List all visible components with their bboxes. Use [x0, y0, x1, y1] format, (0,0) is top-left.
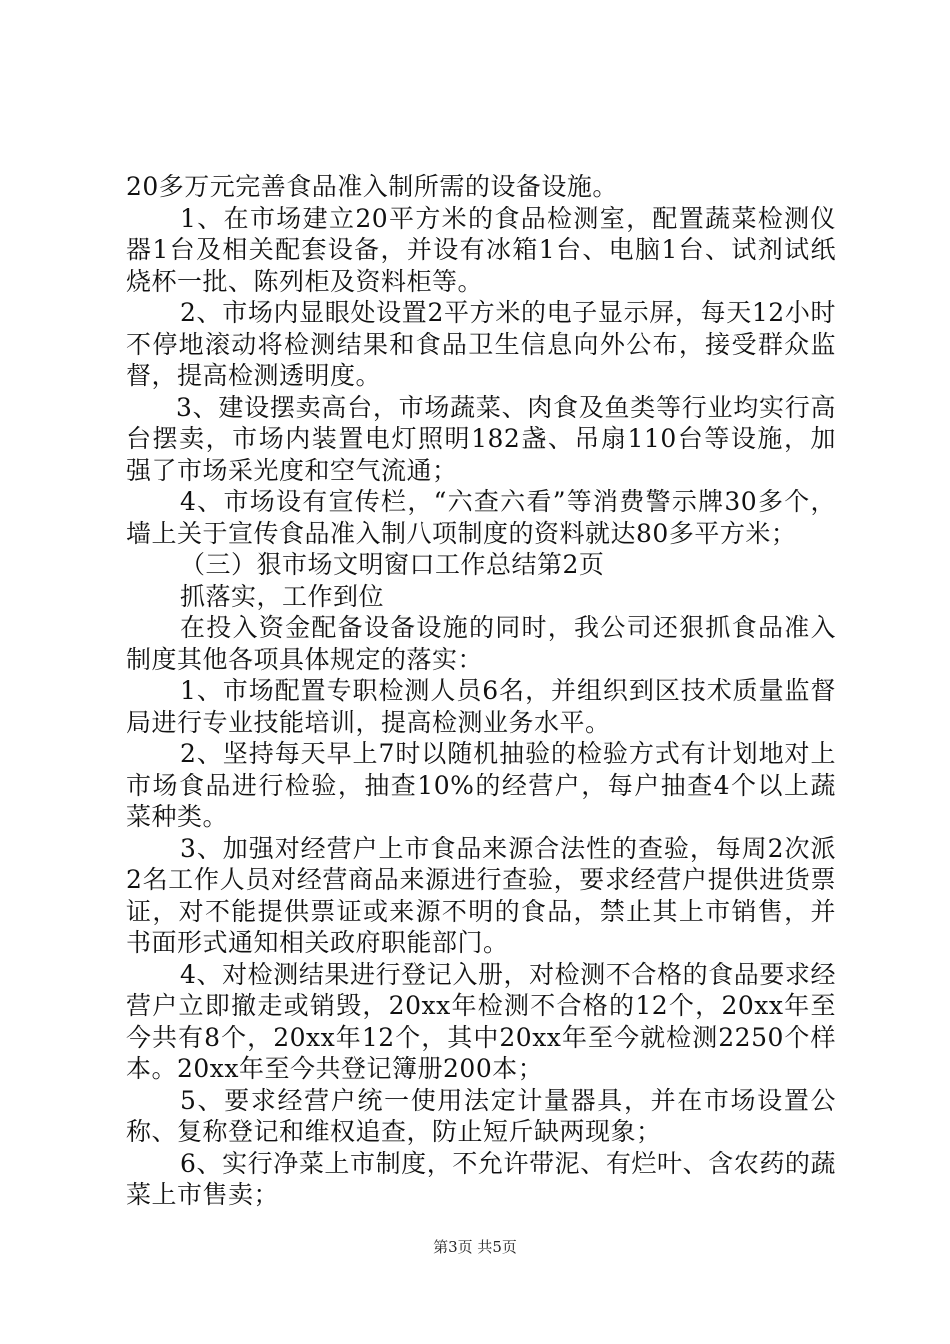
paragraph-item-4-billboard: 4、市场设有宣传栏，“六查六看”等消费警示牌30多个，墙上关于宣传食品准入制八项制度的资料就达80多平方米；: [126, 487, 836, 548]
paragraph-item-3-source-check: 3、加强对经营户上市食品来源合法性的查验，每周2次派2名工作人员对经营商品来源进行查验，要求经营户提供进货票证，对不能提供票证或来源不明的食品，禁止其上市销售，并书面形式通知相关政府职能部门。: [126, 833, 836, 957]
document-body: [126, 171, 836, 1211]
paragraph-item-5-measuring: 5、要求经营户统一使用法定计量器具，并在市场设置公称、复称登记和维权追查，防止短斤缺两现象；: [126, 1085, 836, 1146]
paragraph-item-1-lab: 1、在市场建立20平方米的食品检测室，配置蔬菜检测仪器1台及相关配套设备，并设有冰箱1台、电脑1台、试剂试纸烧杯一批、陈列柜及资料柜等。: [126, 203, 836, 296]
paragraph-item-6-clean-veg: 6、实行净菜上市制度，不允许带泥、有烂叶、含农药的蔬菜上市售卖；: [126, 1148, 836, 1209]
paragraph-item-2-display: 2、市场内显眼处设置2平方米的电子显示屏，每天12小时不停地滚动将检测结果和食品卫生信息向外公布，接受群众监督，提高检测透明度。: [126, 298, 836, 390]
page-number-footer: 第3页 共5页: [433, 1238, 517, 1256]
paragraph-item-1-staff: 1、市场配置专职检测人员6名，并组织到区技术质量监督局进行专业技能培训，提高检测业务水平。: [126, 676, 836, 737]
paragraph-item-2-inspection: 2、坚持每天早上7时以随机抽验的检验方式有计划地对上市场食品进行检验，抽查10%的经营户，每户抽查4个以上蔬菜种类。: [126, 739, 836, 831]
section-heading-3: （三）狠市场文明窗口工作总结第2页: [180, 550, 605, 579]
paragraph-item-4-registration: 4、对检测结果进行登记入册，对检测不合格的食品要求经营户立即撤走或销毁，20xx年检测不合格的12个，20xx年至今共有8个，20xx年12个，其中20xx年至今就检测2250个样本。20xx年至今共登记簿册200本；: [126, 959, 836, 1083]
paragraph-continuation: 20多万元完善食品准入制所需的设备设施。: [126, 172, 618, 201]
section-subheading: 抓落实，工作到位: [180, 581, 385, 611]
paragraph-item-3-stalls: 3、建设摆卖高台，市场蔬菜、肉食及鱼类等行业均实行高台摆卖，市场内装置电灯照明182盏、吊扇110台等设施，加强了市场采光度和空气流通；: [126, 392, 836, 485]
paragraph-intro: 在投入资金配备设备设施的同时，我公司还狠抓食品准入制度其他各项具体规定的落实：: [126, 613, 836, 674]
